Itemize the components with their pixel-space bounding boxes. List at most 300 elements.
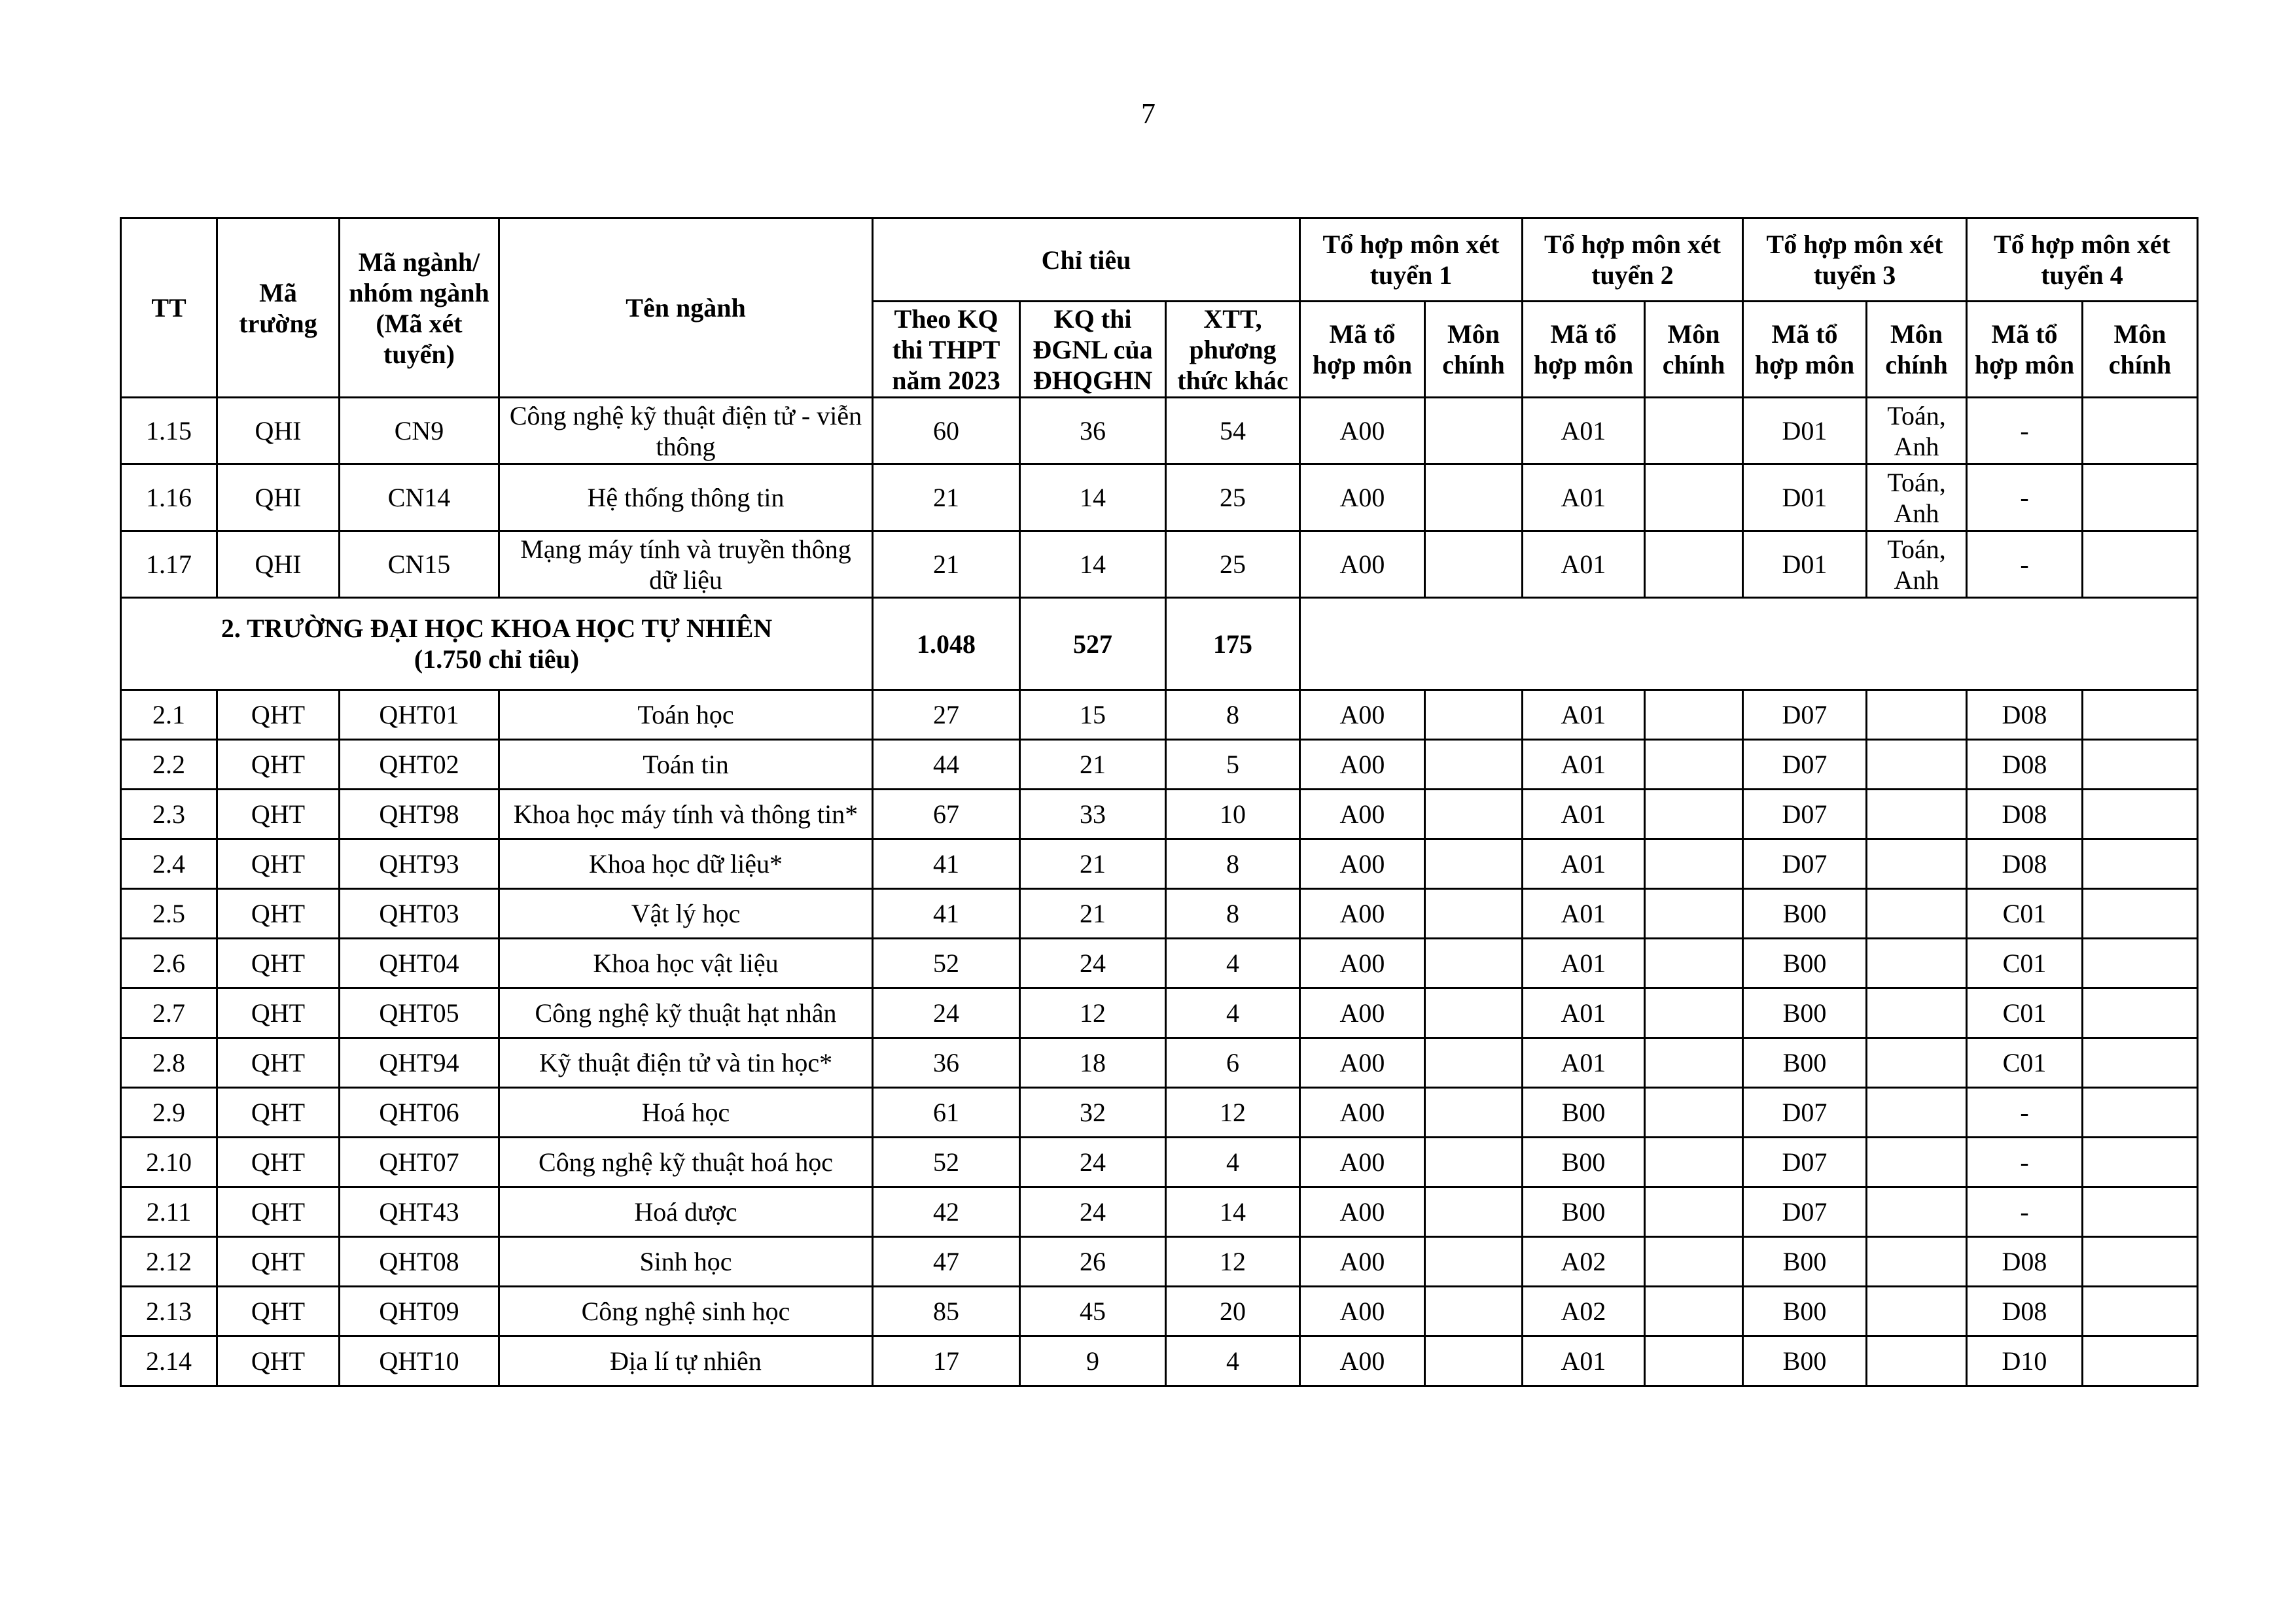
row-tt: 1.17	[121, 531, 217, 598]
row-mon-chinh-3	[1867, 1336, 1967, 1386]
row-to-hop-1: A00	[1300, 690, 1425, 740]
table-row	[121, 740, 2198, 790]
row-mon-chinh-4	[2083, 939, 2198, 988]
row-dgnl: 21	[1020, 839, 1166, 889]
table-row	[121, 889, 2198, 939]
row-tt: 2.10	[121, 1138, 217, 1187]
row-ten-nganh: Hoá học	[499, 1088, 873, 1138]
row-mon-chinh-2	[1645, 790, 1743, 839]
table-row	[121, 690, 2198, 740]
table-row	[121, 1287, 2198, 1336]
row-mon-chinh-2	[1645, 690, 1743, 740]
row-mon-chinh-4	[2083, 1336, 2198, 1386]
row-mon-chinh-3	[1867, 790, 1967, 839]
row-to-hop-3: B00	[1743, 1038, 1867, 1088]
row-mon-chinh-4	[2083, 889, 2198, 939]
row-tt: 2.2	[121, 740, 217, 790]
row-to-hop-4: -	[1967, 464, 2083, 531]
row-to-hop-4: D08	[1967, 690, 2083, 740]
row-xtt: 12	[1166, 1237, 1300, 1287]
row-mon-chinh-4	[2083, 1287, 2198, 1336]
row-ten-nganh: Kỹ thuật điện tử và tin học*	[499, 1038, 873, 1088]
row-mon-chinh-4	[2083, 464, 2198, 531]
row-mon-chinh-2	[1645, 1138, 1743, 1187]
admission-quota-table	[120, 217, 2199, 1387]
row-thpt: 52	[873, 1138, 1020, 1187]
row-mon-chinh-1	[1425, 690, 1523, 740]
row-mon-chinh-3: Toán, Anh	[1867, 398, 1967, 464]
row-tt: 1.16	[121, 464, 217, 531]
row-to-hop-2: A01	[1523, 398, 1645, 464]
row-dgnl: 21	[1020, 889, 1166, 939]
section-subtitle: (1.750 chỉ tiêu)	[414, 644, 580, 674]
table-row	[121, 988, 2198, 1038]
row-mon-chinh-2	[1645, 889, 1743, 939]
row-mon-chinh-2	[1645, 1336, 1743, 1386]
row-ma-nganh: QHT05	[340, 988, 499, 1038]
row-mon-chinh-3	[1867, 740, 1967, 790]
row-mon-chinh-2	[1645, 740, 1743, 790]
row-mon-chinh-2	[1645, 1237, 1743, 1287]
row-ma-truong: QHT	[217, 790, 340, 839]
row-to-hop-3: B00	[1743, 1237, 1867, 1287]
header-row-1	[121, 218, 2198, 302]
row-mon-chinh-1	[1425, 740, 1523, 790]
header-mon-chinh-4: Môn chính	[2083, 302, 2198, 398]
row-to-hop-2: A02	[1523, 1287, 1645, 1336]
row-dgnl: 14	[1020, 464, 1166, 531]
row-mon-chinh-1	[1425, 1138, 1523, 1187]
row-mon-chinh-3	[1867, 988, 1967, 1038]
row-to-hop-3: D07	[1743, 790, 1867, 839]
row-thpt: 41	[873, 839, 1020, 889]
row-dgnl: 18	[1020, 1038, 1166, 1088]
row-ten-nganh: Công nghệ kỹ thuật hoá học	[499, 1138, 873, 1187]
section-title-cell	[121, 598, 873, 690]
row-to-hop-3: D07	[1743, 1187, 1867, 1237]
row-to-hop-3: D07	[1743, 690, 1867, 740]
row-xtt: 8	[1166, 889, 1300, 939]
header-theo-kq-thpt: Theo KQ thi THPT năm 2023	[873, 302, 1020, 398]
header-ma-to-hop-4: Mã tổ hợp môn	[1967, 302, 2083, 398]
row-ma-truong: QHT	[217, 740, 340, 790]
row-mon-chinh-1	[1425, 398, 1523, 464]
header-mon-chinh-1: Môn chính	[1425, 302, 1523, 398]
row-mon-chinh-2	[1645, 839, 1743, 889]
row-dgnl: 15	[1020, 690, 1166, 740]
row-mon-chinh-3	[1867, 1187, 1967, 1237]
section-empty	[1300, 598, 2198, 690]
row-to-hop-4: D08	[1967, 790, 2083, 839]
row-dgnl: 36	[1020, 398, 1166, 464]
row-ma-nganh: QHT02	[340, 740, 499, 790]
row-ten-nganh: Công nghệ sinh học	[499, 1287, 873, 1336]
header-ma-nganh: Mã ngành/ nhóm ngành (Mã xét tuyển)	[340, 218, 499, 398]
section-dgnl: 527	[1020, 598, 1166, 690]
row-mon-chinh-4	[2083, 839, 2198, 889]
row-ten-nganh: Hoá dược	[499, 1187, 873, 1237]
row-thpt: 47	[873, 1237, 1020, 1287]
row-to-hop-3: D01	[1743, 531, 1867, 598]
row-ten-nganh: Công nghệ kỹ thuật hạt nhân	[499, 988, 873, 1038]
row-to-hop-4: C01	[1967, 1038, 2083, 1088]
row-mon-chinh-4	[2083, 1138, 2198, 1187]
row-thpt: 41	[873, 889, 1020, 939]
row-thpt: 42	[873, 1187, 1020, 1237]
row-ma-nganh: QHT06	[340, 1088, 499, 1138]
row-mon-chinh-4	[2083, 988, 2198, 1038]
row-to-hop-4: D08	[1967, 740, 2083, 790]
row-to-hop-4: C01	[1967, 889, 2083, 939]
row-mon-chinh-1	[1425, 1038, 1523, 1088]
header-mon-chinh-2: Môn chính	[1645, 302, 1743, 398]
row-ma-truong: QHT	[217, 1138, 340, 1187]
row-to-hop-4: D08	[1967, 839, 2083, 889]
row-to-hop-2: A01	[1523, 1038, 1645, 1088]
row-mon-chinh-3	[1867, 889, 1967, 939]
row-xtt: 5	[1166, 740, 1300, 790]
row-tt: 2.9	[121, 1088, 217, 1138]
row-ma-truong: QHT	[217, 889, 340, 939]
header-to-hop-3: Tổ hợp môn xét tuyển 3	[1743, 218, 1967, 302]
table-row	[121, 1038, 2198, 1088]
row-tt: 2.1	[121, 690, 217, 740]
table-row	[121, 1138, 2198, 1187]
row-ma-truong: QHT	[217, 1237, 340, 1287]
row-tt: 2.8	[121, 1038, 217, 1088]
row-to-hop-2: B00	[1523, 1088, 1645, 1138]
row-ma-truong: QHT	[217, 1088, 340, 1138]
row-to-hop-1: A00	[1300, 464, 1425, 531]
row-to-hop-3: D07	[1743, 839, 1867, 889]
table-row	[121, 1237, 2198, 1287]
row-mon-chinh-4	[2083, 690, 2198, 740]
row-tt: 2.14	[121, 1336, 217, 1386]
row-to-hop-4: -	[1967, 1187, 2083, 1237]
row-to-hop-4: -	[1967, 1088, 2083, 1138]
table-row	[121, 790, 2198, 839]
row-ten-nganh: Mạng máy tính và truyền thông dữ liệu	[499, 531, 873, 598]
row-to-hop-2: A02	[1523, 1237, 1645, 1287]
row-ma-truong: QHT	[217, 839, 340, 889]
row-mon-chinh-2	[1645, 1187, 1743, 1237]
row-mon-chinh-1	[1425, 988, 1523, 1038]
row-mon-chinh-1	[1425, 1336, 1523, 1386]
table-row	[121, 464, 2198, 531]
row-to-hop-2: A01	[1523, 939, 1645, 988]
row-ma-nganh: QHT10	[340, 1336, 499, 1386]
section-row	[121, 598, 2198, 690]
row-to-hop-3: D07	[1743, 1138, 1867, 1187]
row-thpt: 60	[873, 398, 1020, 464]
row-tt: 2.6	[121, 939, 217, 988]
row-to-hop-4: D08	[1967, 1237, 2083, 1287]
row-to-hop-2: A01	[1523, 988, 1645, 1038]
row-thpt: 21	[873, 531, 1020, 598]
row-to-hop-4: -	[1967, 398, 2083, 464]
row-to-hop-1: A00	[1300, 1287, 1425, 1336]
header-ten-nganh: Tên ngành	[499, 218, 873, 398]
row-mon-chinh-2	[1645, 988, 1743, 1038]
row-to-hop-2: A01	[1523, 839, 1645, 889]
row-mon-chinh-4	[2083, 1088, 2198, 1138]
row-to-hop-1: A00	[1300, 889, 1425, 939]
row-dgnl: 24	[1020, 1187, 1166, 1237]
row-thpt: 36	[873, 1038, 1020, 1088]
header-chi-tieu: Chỉ tiêu	[873, 218, 1300, 302]
header-to-hop-4: Tổ hợp môn xét tuyển 4	[1967, 218, 2198, 302]
row-mon-chinh-1	[1425, 889, 1523, 939]
row-ma-nganh: QHT93	[340, 839, 499, 889]
row-ma-nganh: QHT43	[340, 1187, 499, 1237]
row-to-hop-3: B00	[1743, 939, 1867, 988]
row-dgnl: 33	[1020, 790, 1166, 839]
row-ma-truong: QHI	[217, 464, 340, 531]
row-mon-chinh-1	[1425, 1187, 1523, 1237]
row-to-hop-1: A00	[1300, 839, 1425, 889]
row-mon-chinh-3	[1867, 839, 1967, 889]
row-xtt: 25	[1166, 531, 1300, 598]
row-ma-truong: QHT	[217, 939, 340, 988]
table-row	[121, 398, 2198, 464]
row-mon-chinh-2	[1645, 1038, 1743, 1088]
row-to-hop-3: D07	[1743, 1088, 1867, 1138]
table-row	[121, 1187, 2198, 1237]
header-ma-to-hop-3: Mã tổ hợp môn	[1743, 302, 1867, 398]
row-mon-chinh-4	[2083, 398, 2198, 464]
row-to-hop-2: A01	[1523, 531, 1645, 598]
row-ten-nganh: Địa lí tự nhiên	[499, 1336, 873, 1386]
row-ten-nganh: Toán tin	[499, 740, 873, 790]
row-to-hop-4: D10	[1967, 1336, 2083, 1386]
row-ma-nganh: CN15	[340, 531, 499, 598]
row-to-hop-1: A00	[1300, 1088, 1425, 1138]
row-dgnl: 12	[1020, 988, 1166, 1038]
row-to-hop-1: A00	[1300, 988, 1425, 1038]
row-xtt: 25	[1166, 464, 1300, 531]
row-to-hop-2: A01	[1523, 1336, 1645, 1386]
table-body-section	[121, 598, 2198, 690]
table-row	[121, 1088, 2198, 1138]
row-xtt: 4	[1166, 1138, 1300, 1187]
row-mon-chinh-4	[2083, 531, 2198, 598]
row-ma-truong: QHT	[217, 1038, 340, 1088]
row-to-hop-2: A01	[1523, 740, 1645, 790]
row-mon-chinh-4	[2083, 1237, 2198, 1287]
row-xtt: 8	[1166, 690, 1300, 740]
row-dgnl: 45	[1020, 1287, 1166, 1336]
table-body-qhi	[121, 398, 2198, 598]
row-mon-chinh-3	[1867, 939, 1967, 988]
header-kq-dgnl: KQ thi ĐGNL của ĐHQGHN	[1020, 302, 1166, 398]
row-ma-nganh: QHT01	[340, 690, 499, 740]
row-to-hop-1: A00	[1300, 939, 1425, 988]
row-thpt: 27	[873, 690, 1020, 740]
row-xtt: 10	[1166, 790, 1300, 839]
row-mon-chinh-3	[1867, 1237, 1967, 1287]
row-to-hop-1: A00	[1300, 790, 1425, 839]
row-mon-chinh-2	[1645, 1287, 1743, 1336]
header-to-hop-1: Tổ hợp môn xét tuyển 1	[1300, 218, 1523, 302]
header-to-hop-2: Tổ hợp môn xét tuyển 2	[1523, 218, 1743, 302]
row-ma-nganh: QHT07	[340, 1138, 499, 1187]
row-ma-nganh: QHT98	[340, 790, 499, 839]
table-row	[121, 531, 2198, 598]
row-to-hop-2: A01	[1523, 889, 1645, 939]
row-xtt: 14	[1166, 1187, 1300, 1237]
row-to-hop-2: A01	[1523, 790, 1645, 839]
row-ten-nganh: Toán học	[499, 690, 873, 740]
section-thpt: 1.048	[873, 598, 1020, 690]
row-dgnl: 26	[1020, 1237, 1166, 1287]
row-to-hop-4: C01	[1967, 939, 2083, 988]
row-mon-chinh-1	[1425, 1287, 1523, 1336]
row-thpt: 61	[873, 1088, 1020, 1138]
section-xtt: 175	[1166, 598, 1300, 690]
row-ma-truong: QHI	[217, 398, 340, 464]
row-ten-nganh: Khoa học vật liệu	[499, 939, 873, 988]
row-dgnl: 32	[1020, 1088, 1166, 1138]
row-mon-chinh-3	[1867, 1088, 1967, 1138]
row-xtt: 12	[1166, 1088, 1300, 1138]
row-to-hop-4: -	[1967, 1138, 2083, 1187]
row-to-hop-1: A00	[1300, 398, 1425, 464]
row-xtt: 54	[1166, 398, 1300, 464]
table-row	[121, 1336, 2198, 1386]
row-tt: 2.3	[121, 790, 217, 839]
row-ten-nganh: Vật lý học	[499, 889, 873, 939]
row-mon-chinh-2	[1645, 939, 1743, 988]
header-ma-truong: Mã trường	[217, 218, 340, 398]
row-mon-chinh-4	[2083, 740, 2198, 790]
row-to-hop-3: D01	[1743, 464, 1867, 531]
row-mon-chinh-3	[1867, 690, 1967, 740]
row-to-hop-4: -	[1967, 531, 2083, 598]
row-mon-chinh-1	[1425, 464, 1523, 531]
row-mon-chinh-1	[1425, 839, 1523, 889]
row-mon-chinh-1	[1425, 939, 1523, 988]
row-mon-chinh-1	[1425, 1088, 1523, 1138]
row-xtt: 4	[1166, 939, 1300, 988]
row-ma-truong: QHT	[217, 690, 340, 740]
row-ma-nganh: QHT94	[340, 1038, 499, 1088]
row-mon-chinh-2	[1645, 531, 1743, 598]
row-tt: 2.5	[121, 889, 217, 939]
row-ma-nganh: QHT04	[340, 939, 499, 988]
row-mon-chinh-3	[1867, 1287, 1967, 1336]
header-ma-to-hop-2: Mã tổ hợp môn	[1523, 302, 1645, 398]
row-ten-nganh: Khoa học dữ liệu*	[499, 839, 873, 889]
row-xtt: 8	[1166, 839, 1300, 889]
row-to-hop-1: A00	[1300, 531, 1425, 598]
row-mon-chinh-4	[2083, 1038, 2198, 1088]
row-to-hop-4: C01	[1967, 988, 2083, 1038]
row-to-hop-2: A01	[1523, 464, 1645, 531]
row-to-hop-1: A00	[1300, 740, 1425, 790]
row-mon-chinh-2	[1645, 398, 1743, 464]
row-ma-truong: QHT	[217, 1336, 340, 1386]
row-ma-nganh: CN9	[340, 398, 499, 464]
row-mon-chinh-4	[2083, 1187, 2198, 1237]
row-xtt: 4	[1166, 1336, 1300, 1386]
row-xtt: 4	[1166, 988, 1300, 1038]
row-ten-nganh: Sinh học	[499, 1237, 873, 1287]
row-tt: 2.13	[121, 1287, 217, 1336]
header-xtt: XTT, phương thức khác	[1166, 302, 1300, 398]
row-ma-truong: QHT	[217, 1187, 340, 1237]
row-mon-chinh-3	[1867, 1138, 1967, 1187]
row-thpt: 67	[873, 790, 1020, 839]
row-to-hop-1: A00	[1300, 1187, 1425, 1237]
row-thpt: 21	[873, 464, 1020, 531]
row-tt: 2.11	[121, 1187, 217, 1237]
header-ma-to-hop-1: Mã tổ hợp môn	[1300, 302, 1425, 398]
row-ma-truong: QHI	[217, 531, 340, 598]
row-dgnl: 9	[1020, 1336, 1166, 1386]
row-to-hop-2: A01	[1523, 690, 1645, 740]
row-to-hop-3: B00	[1743, 1287, 1867, 1336]
row-thpt: 24	[873, 988, 1020, 1038]
row-mon-chinh-3: Toán, Anh	[1867, 531, 1967, 598]
row-to-hop-3: D01	[1743, 398, 1867, 464]
row-to-hop-1: A00	[1300, 1038, 1425, 1088]
row-to-hop-1: A00	[1300, 1138, 1425, 1187]
row-xtt: 6	[1166, 1038, 1300, 1088]
row-to-hop-2: B00	[1523, 1187, 1645, 1237]
row-thpt: 85	[873, 1287, 1020, 1336]
row-ten-nganh: Khoa học máy tính và thông tin*	[499, 790, 873, 839]
row-to-hop-1: A00	[1300, 1237, 1425, 1287]
row-thpt: 17	[873, 1336, 1020, 1386]
row-to-hop-3: B00	[1743, 889, 1867, 939]
row-to-hop-3: B00	[1743, 1336, 1867, 1386]
row-ten-nganh: Công nghệ kỹ thuật điện tử - viễn thông	[499, 398, 873, 464]
table-row	[121, 939, 2198, 988]
row-dgnl: 24	[1020, 1138, 1166, 1187]
table-row	[121, 839, 2198, 889]
row-to-hop-3: D07	[1743, 740, 1867, 790]
row-mon-chinh-1	[1425, 1237, 1523, 1287]
row-tt: 2.12	[121, 1237, 217, 1287]
row-mon-chinh-2	[1645, 1088, 1743, 1138]
row-ma-nganh: QHT03	[340, 889, 499, 939]
row-tt: 2.7	[121, 988, 217, 1038]
row-mon-chinh-2	[1645, 464, 1743, 531]
row-ma-nganh: CN14	[340, 464, 499, 531]
header-tt: TT	[121, 218, 217, 398]
row-thpt: 44	[873, 740, 1020, 790]
row-mon-chinh-1	[1425, 531, 1523, 598]
header-mon-chinh-3: Môn chính	[1867, 302, 1967, 398]
row-dgnl: 24	[1020, 939, 1166, 988]
row-ma-nganh: QHT08	[340, 1237, 499, 1287]
row-dgnl: 14	[1020, 531, 1166, 598]
row-tt: 2.4	[121, 839, 217, 889]
row-tt: 1.15	[121, 398, 217, 464]
row-to-hop-4: D08	[1967, 1287, 2083, 1336]
page-number: 7	[1141, 97, 1156, 130]
row-ma-truong: QHT	[217, 1287, 340, 1336]
row-xtt: 20	[1166, 1287, 1300, 1336]
row-mon-chinh-3	[1867, 1038, 1967, 1088]
row-dgnl: 21	[1020, 740, 1166, 790]
row-mon-chinh-1	[1425, 790, 1523, 839]
row-ten-nganh: Hệ thống thông tin	[499, 464, 873, 531]
row-ma-truong: QHT	[217, 988, 340, 1038]
section-title: 2. TRƯỜNG ĐẠI HỌC KHOA HỌC TỰ NHIÊN	[221, 614, 773, 643]
row-to-hop-3: B00	[1743, 988, 1867, 1038]
table-body-qht	[121, 690, 2198, 1386]
